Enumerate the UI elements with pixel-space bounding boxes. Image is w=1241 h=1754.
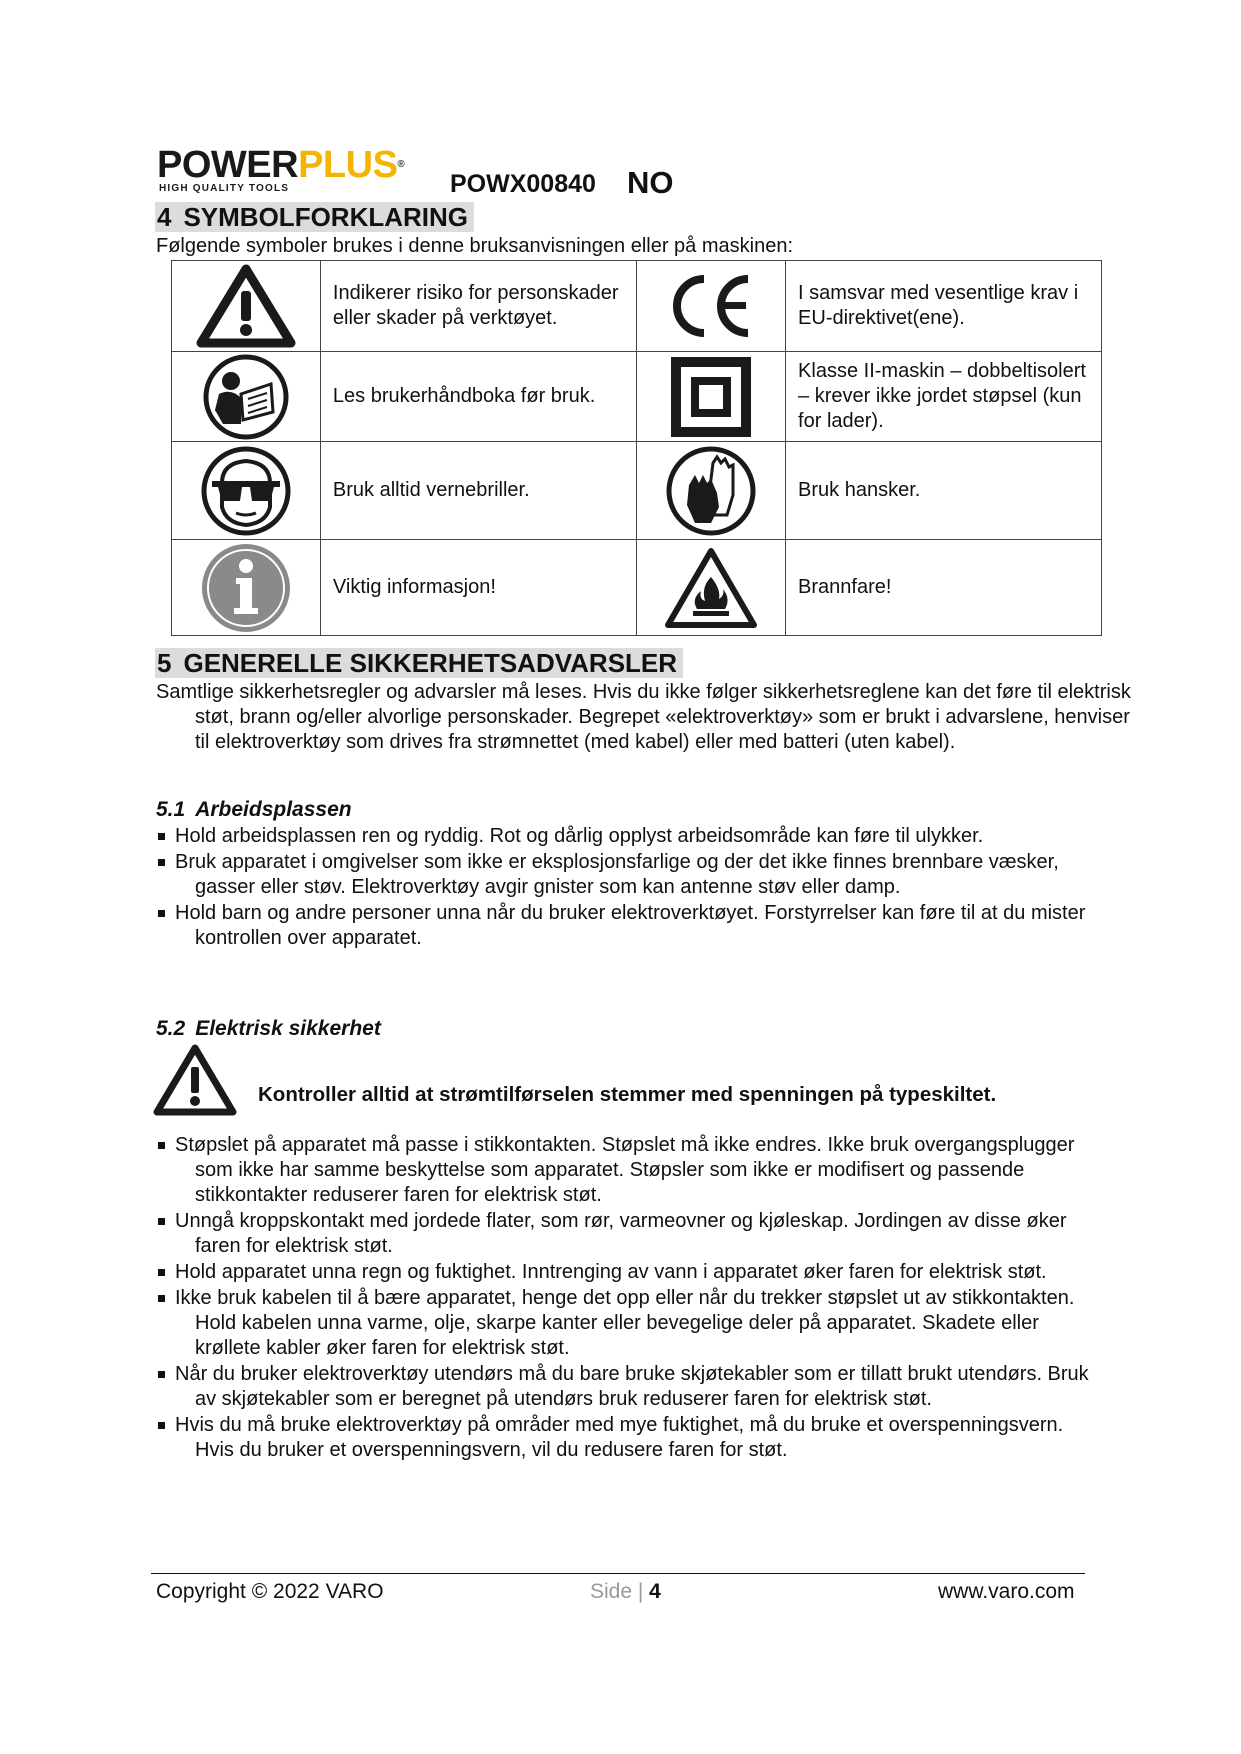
language-code: NO: [627, 165, 674, 200]
list-item: Hold barn og andre personer unna når du bruker elektroverktøyet. Forstyrrelser kan føre til at du mister kontrollen over apparatet.: [156, 901, 1101, 951]
gloves-icon: [663, 445, 759, 537]
list-item: Hold apparatet unna regn og fuktighet. Inntrenging av vann i apparatet øker faren for elektrisk støt.: [156, 1260, 1101, 1285]
logo-part-power: POWER: [157, 144, 299, 186]
safety-intro: Samtlige sikkerhetsregler og advarsler må leses. Hvis du ikke følger sikkerhetsreglene kan det føre til elektrisk støt, brann og/eller alvorlige personskader. Begrepet «elektroverktøy» som er brukt i advarslene, henviser til elektroverktøy som drives fra strømnettet (med kabel) eller med batteri (uten kabel).: [156, 681, 1131, 753]
list-item: Når du bruker elektroverktøy utendørs må du bare bruke skjøtekabler som er tillatt brukt utendørs. Bruk av skjøtekabler som er beregnet på utendørs bruk reduserer faren for elektrisk støt.: [156, 1362, 1101, 1412]
symbol-description: Indikerer risiko for personskader eller skader på verktøyet.: [320, 261, 636, 352]
list-item: Unngå kroppskontakt med jordede flater, som rør, varmeovner og kjøleskap. Jordingen av disse øker faren for elektrisk støt.: [156, 1209, 1101, 1259]
symbol-description: Viktig informasjon!: [320, 540, 636, 636]
fire-hazard-icon: [663, 545, 759, 631]
symbol-description: Les brukerhåndboka før bruk.: [320, 352, 636, 442]
voltage-warning: Kontroller alltid at strømtilførselen stemmer med spenningen på typeskiltet.: [258, 1083, 997, 1106]
class-ii-double-insulated-icon: [668, 354, 754, 440]
symbol-description: I samsvar med vesentlige krav i EU-direktivet(ene).: [786, 261, 1102, 352]
section-heading-symbols: 4 SYMBOLFORKLARING: [155, 202, 474, 232]
safety-glasses-icon: [198, 445, 294, 537]
model-number: POWX00840: [450, 170, 596, 198]
symbol-description: Klasse II-maskin – dobbeltisolert – krever ikke jordet støpsel (kun for lader).: [786, 352, 1102, 442]
symbol-row: [172, 442, 1102, 540]
workplace-bullet-list: [156, 824, 1101, 952]
warning-triangle-icon: [153, 1043, 237, 1117]
symbol-description: Bruk alltid vernebriller.: [320, 442, 636, 540]
list-item: Støpslet på apparatet må passe i stikkontakten. Støpslet må ikke endres. Ikke bruk overgangsplugger som ikke har samme beskyttelse som apparatet. Støpsler som ikke er modifisert og passende stikkontakter reduserer faren for elektrisk støt.: [156, 1133, 1101, 1208]
electrical-bullet-list: [156, 1133, 1101, 1464]
information-icon: [198, 542, 294, 634]
ce-mark-icon: [666, 271, 756, 341]
page-number: 4: [649, 1580, 661, 1603]
symbol-row: [172, 540, 1102, 636]
symbol-description: Brannfare!: [786, 540, 1102, 636]
section-heading-safety: 5 GENERELLE SIKKERHETSADVARSLER: [155, 648, 683, 678]
warning-triangle-icon: [196, 263, 296, 349]
list-item: Bruk apparatet i omgivelser som ikke er eksplosjonsfarlige og der det ikke finnes brennbare væsker, gasser eller støv. Elektroverktøy avgir gnister som kan antenne støv eller damp.: [156, 850, 1101, 900]
symbol-row: [172, 352, 1102, 442]
list-item: Hvis du må bruke elektroverktøy på områder med mye fuktighet, må du bruke et overspenningsvern. Hvis du bruker et overspenningsvern, vil du redusere faren for støt.: [156, 1413, 1101, 1463]
list-item: Ikke bruk kabelen til å bære apparatet, henge det opp eller når du trekker støpslet ut av stikkontakten. Hold kabelen unna varme, olje, skarpe kanter eller bevegelige deler på apparatet. Skadete eller krøllete kabler øker faren for elektrisk støt.: [156, 1286, 1101, 1361]
symbols-intro: Følgende symboler brukes i denne bruksanvisningen eller på maskinen:: [156, 235, 794, 257]
logo-part-plus: PLUS: [298, 144, 398, 186]
symbol-description: Bruk hansker.: [786, 442, 1102, 540]
logo-tagline: HIGH QUALITY TOOLS: [159, 183, 290, 194]
powerplus-logo: POWERPLUS® HIGH QUALITY TOOLS: [157, 144, 405, 194]
footer-copyright: Copyright © 2022 VARO: [156, 1580, 384, 1603]
symbol-table: [171, 260, 1102, 636]
footer-website: www.varo.com: [938, 1580, 1075, 1603]
subheading-electrical-safety: 5.2 Elektrisk sikkerhet: [156, 1017, 381, 1040]
list-item: Hold arbeidsplassen ren og ryddig. Rot og dårlig opplyst arbeidsområde kan føre til ulykker.: [156, 824, 1101, 849]
footer-page: Side | 4: [590, 1580, 661, 1603]
symbol-row: [172, 261, 1102, 352]
subheading-workplace: 5.1 Arbeidsplassen: [156, 798, 352, 821]
footer-divider: [151, 1573, 1085, 1574]
read-manual-icon: [201, 354, 291, 440]
